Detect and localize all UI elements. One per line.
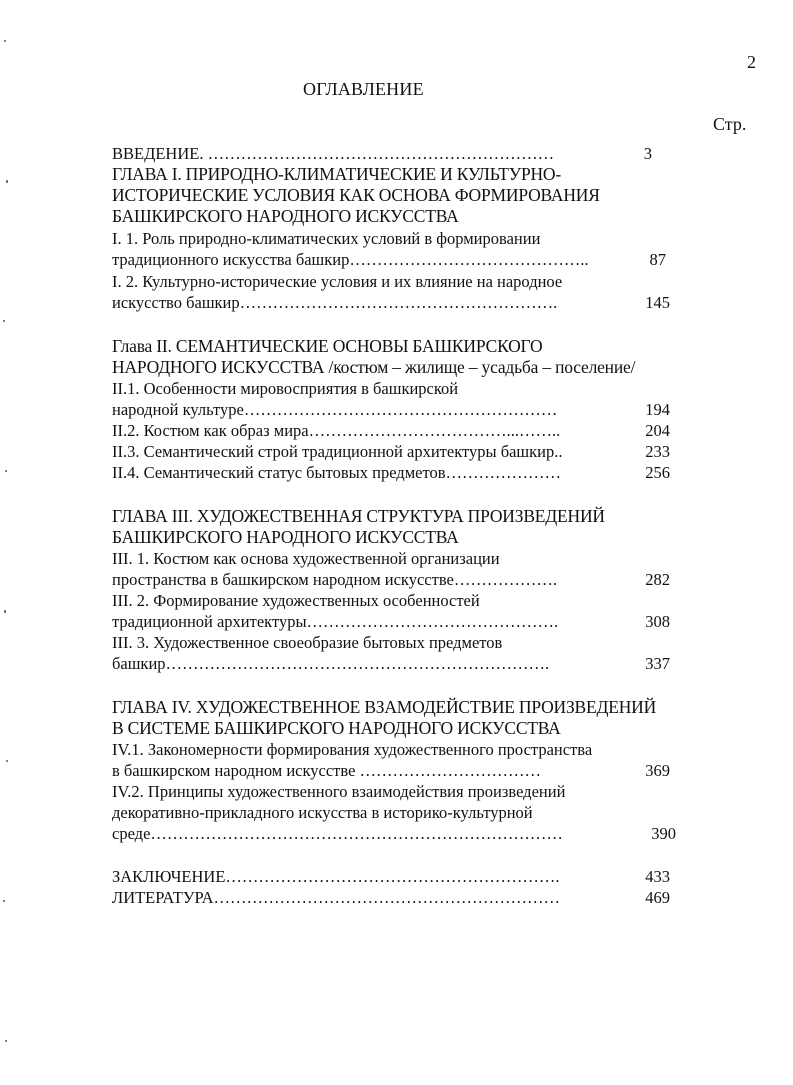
section-4-1-line-1: IV.1. Закономерности формирования художественного пространства <box>112 740 593 759</box>
section-3-1-page: 282 <box>645 570 670 589</box>
section-1-2-page: 145 <box>645 293 670 312</box>
section-4-2-line-3: среде………………………………………………………………… <box>112 824 563 843</box>
section-3-3-page: 337 <box>645 654 670 673</box>
chapter-1-title-line-2: ИСТОРИЧЕСКИЕ УСЛОВИЯ КАК ОСНОВА ФОРМИРОВАНИЯ <box>112 185 600 205</box>
section-4-1-line-2: в башкирском народном искусстве …………………………… <box>112 761 542 780</box>
chapter-1-title-line-3: БАШКИРСКОГО НАРОДНОГО ИСКУССТВА <box>112 206 459 226</box>
section-3-1-line-1: III. 1. Костюм как основа художественной организации <box>112 549 500 568</box>
toc-intro-page: 3 <box>643 144 652 163</box>
section-4-2-page: 390 <box>651 824 676 843</box>
section-2-4: II.4. Семантический статус бытовых предметов………………… <box>112 463 562 482</box>
chapter-1-title-line-1: ГЛАВА I. ПРИРОДНО-КЛИМАТИЧЕСКИЕ И КУЛЬТУРНО- <box>112 164 561 184</box>
section-2-1-page: 194 <box>645 400 670 419</box>
page-number: 2 <box>747 52 756 72</box>
page-column-label: Стр. <box>713 114 747 134</box>
toc-literature-label: ЛИТЕРАТУРА……………………………………………………… <box>112 888 561 907</box>
toc-conclusion-page: 433 <box>645 867 670 886</box>
section-1-2-line-1: I. 2. Культурно-исторические условия и их влияние на народное <box>112 272 563 291</box>
toc-intro-label: ВВЕДЕНИЕ. ……………………………………………………… <box>112 144 555 163</box>
section-2-3: II.3. Семантический строй традиционной архитектуры башкир.. <box>112 442 563 461</box>
section-4-2-line-2: декоративно-прикладного искусства в историко-культурной <box>112 803 533 822</box>
section-3-2-line-2: традиционной архитектуры………………………………………. <box>112 612 559 631</box>
section-3-1-line-2: пространства в башкирском народном искусстве………………. <box>112 570 557 589</box>
chapter-3-title-line-2: БАШКИРСКОГО НАРОДНОГО ИСКУССТВА <box>112 527 459 547</box>
section-1-1-line-2: традиционного искусства башкир…………………………………….. <box>112 250 589 269</box>
section-2-1-line-1: II.1. Особенности мировосприятия в башкирской <box>112 379 459 398</box>
scan-edge-artifact <box>0 0 14 1085</box>
section-3-2-page: 308 <box>645 612 670 631</box>
section-4-1-page: 369 <box>645 761 670 780</box>
section-2-1-line-2: народной культуре………………………………………………… <box>112 400 558 419</box>
chapter-4-title-line-1: ГЛАВА IV. ХУДОЖЕСТВЕННОЕ ВЗАМОДЕЙСТВИЕ ПРОИЗВЕДЕНИЙ <box>112 697 657 717</box>
toc-conclusion-label: ЗАКЛЮЧЕНИЕ……………………………………………………. <box>112 867 560 886</box>
page-title: ОГЛАВЛЕНИЕ <box>303 79 424 99</box>
section-1-1-page: 87 <box>649 250 666 269</box>
chapter-3-title-line-1: ГЛАВА III. ХУДОЖЕСТВЕННАЯ СТРУКТУРА ПРОИЗВЕДЕНИЙ <box>112 506 605 526</box>
section-2-2: II.2. Костюм как образ мира………………………………...…….. <box>112 421 561 440</box>
section-3-2-line-1: III. 2. Формирование художественных особенностей <box>112 591 480 610</box>
section-2-3-page: 233 <box>645 442 670 461</box>
toc-literature-page: 469 <box>645 888 670 907</box>
chapter-2-title-line-1: Глава II. СЕМАНТИЧЕСКИЕ ОСНОВЫ БАШКИРСКОГО <box>112 336 543 356</box>
chapter-2-title-line-2: НАРОДНОГО ИСКУССТВА /костюм – жилище – усадьба – поселение/ <box>112 357 636 377</box>
section-4-2-line-1: IV.2. Принципы художественного взаимодействия произведений <box>112 782 566 801</box>
section-3-3-line-1: III. 3. Художественное своеобразие бытовых предметов <box>112 633 503 652</box>
section-3-3-line-2: башкир……………………………………………………………. <box>112 654 550 673</box>
section-1-1-line-1: I. 1. Роль природно-климатических условий в формировании <box>112 229 541 248</box>
section-2-4-page: 256 <box>645 463 670 482</box>
chapter-4-title-line-2: В СИСТЕМЕ БАШКИРСКОГО НАРОДНОГО ИСКУССТВА <box>112 718 561 738</box>
section-1-2-line-2: искусство башкир…………………………………………………. <box>112 293 558 312</box>
section-2-2-page: 204 <box>645 421 670 440</box>
